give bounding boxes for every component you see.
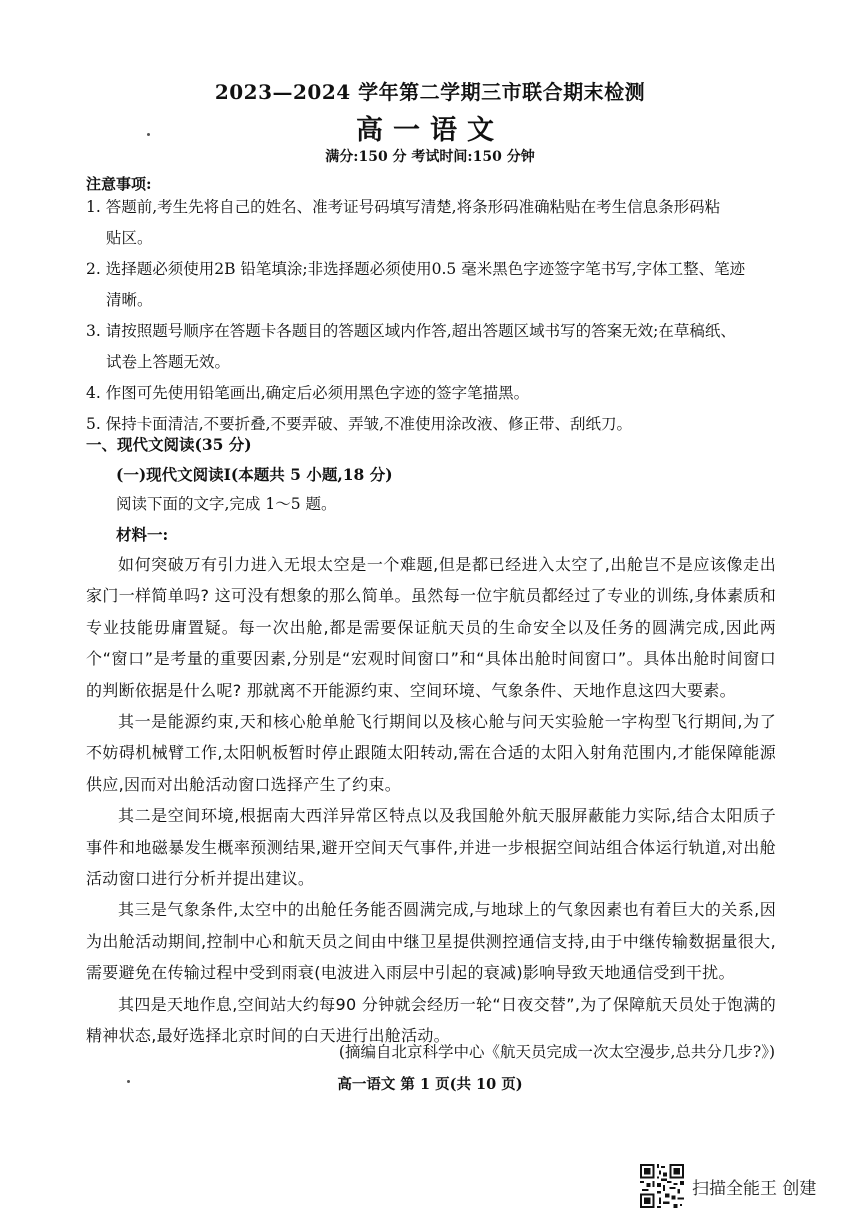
note-item (86, 254, 776, 316)
note-item (86, 378, 776, 409)
subsection-title: (一)现代文阅读Ⅰ(本题共 5 小题,18 分) (116, 465, 393, 484)
source-citation: (摘编自北京科学中心《航天员完成一次太空漫步,总共分几步?》) (338, 1043, 775, 1061)
note-line: 3. 请按照题号顺序在答题卡各题目的答题区域内作答,超出答题区域书写的答案无效;在草稿纸、 (86, 322, 736, 340)
paragraph: 其一是能源约束,天和核心舱单舱飞行期间以及核心舱与问天实验舱一字构型飞行期间,为了不妨碍机械臂工作,太阳帆板暂时停止跟随太阳转动,需在合适的太阳入射角范围内,才能保障能源供应,因而对出舱活动窗口选择产生了约束。 (86, 712, 776, 794)
qr-code-icon (640, 1164, 684, 1208)
note-item (86, 316, 776, 378)
paragraph: 其三是气象条件,太空中的出舱任务能否圆满完成,与地球上的气象因素也有着巨大的关系,因为出舱活动期间,控制中心和航天员之间由中继卫星提供测控通信支持,由于中继传输数据量很大,需要避免在传输过程中受到雨衰(电波进入雨层中引起的衰减)影响导致天地通信受到干扰。 (86, 900, 776, 983)
note-line: 试卷上答题无效。 (106, 353, 231, 371)
paragraph: 如何突破万有引力进入无垠太空是一个难题,但是都已经进入太空了,出舱岂不是应该像走出家门一样简单吗? 这可没有想象的那么简单。虽然每一位宇航员都经过了专业的训练,身体素质和专业技能毋庸置疑。每一次出舱,都是需要保证航天员的生命安全以及任务的圆满完成,因此两个“窗口”是考量的重要因素,分别是“宏观时间窗口”和“具体出舱时间窗口”。具体出舱时间窗口的判断依据是什么呢? 那就离不开能源约束、空间环境、气象条件、天地作息这四大要素。 (86, 555, 776, 700)
subject-title: 高一语文 (356, 115, 504, 146)
notes-list (86, 192, 776, 440)
reading-instruction: 阅读下面的文字,完成 1～5 题。 (116, 495, 337, 513)
notes-title: 注意事项: (86, 175, 152, 193)
note-line: 2. 选择题必须使用2B 铅笔填涂;非选择题必须使用0.5 毫米黑色字迹签字笔书写,字体工整、笔迹 (86, 260, 746, 278)
note-line: 1. 答题前,考生先将自己的姓名、准考证号码填写清楚,将条形码准确粘贴在考生信息条形码粘 (86, 198, 721, 216)
material-body (86, 549, 776, 1052)
material-title: 材料一: (116, 525, 169, 544)
note-item (86, 192, 776, 254)
section-title: 一、现代文阅读(35 分) (86, 435, 252, 454)
page-footer: 高一语文 第 1 页(共 10 页) (337, 1076, 523, 1093)
note-line: 清晰。 (106, 291, 153, 309)
paragraph: 其四是天地作息,空间站大约每90 分钟就会经历一轮“日夜交替”,为了保障航天员处于饱满的精神状态,最好选择北京时间的白天进行出舱活动。 (86, 994, 776, 1046)
note-line: 5. 保持卡面清洁,不要折叠,不要弄破、弄皱,不准使用涂改液、修正带、刮纸刀。 (86, 415, 632, 433)
scanner-watermark (640, 1164, 816, 1208)
watermark-text: 扫描全能王 创建 (692, 1178, 817, 1199)
paragraph: 其二是空间环境,根据南大西洋异常区特点以及我国舱外航天服屏蔽能力实际,结合太阳质子事件和地磁暴发生概率预测结果,避开空间天气事件,并进一步根据空间站组合体运行轨道,对出舱活动窗口进行分析并提出建议。 (86, 806, 776, 889)
note-line: 贴区。 (106, 229, 153, 247)
note-line: 4. 作图可先使用铅笔画出,确定后必须用黑色字迹的签字笔描黑。 (86, 384, 530, 402)
exam-meta: 满分:150 分 考试时间:150 分钟 (325, 149, 535, 165)
exam-title: 2023—2024 学年第二学期三市联合期末检测 (214, 80, 646, 104)
